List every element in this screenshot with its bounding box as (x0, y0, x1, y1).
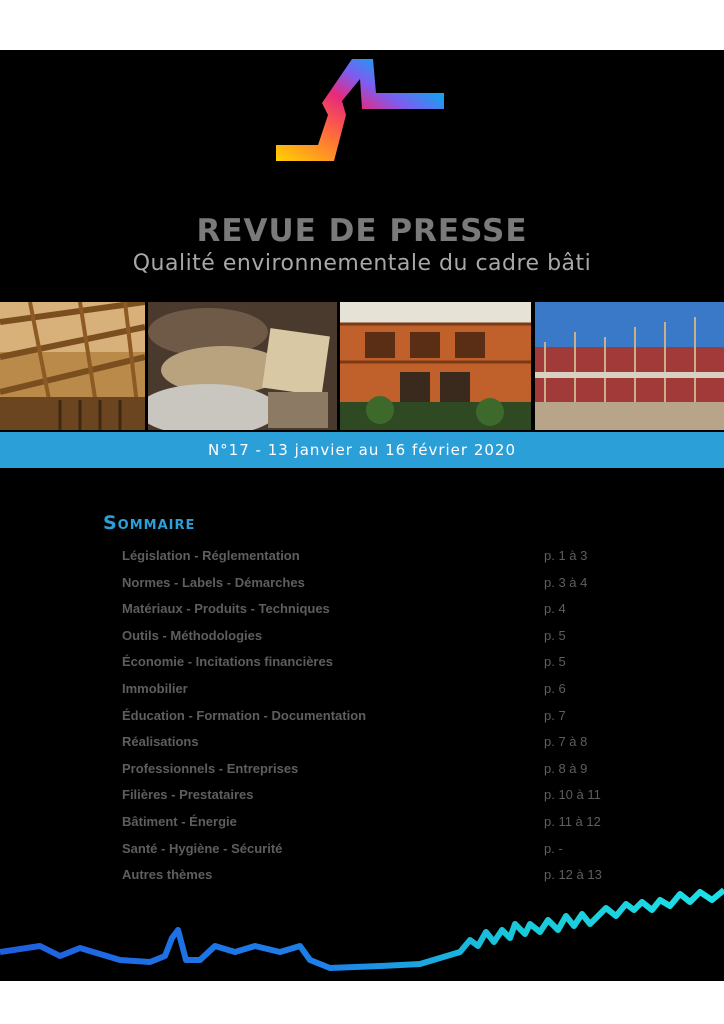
toc-row (122, 548, 622, 575)
toc-label: Législation - Réglementation (122, 548, 300, 563)
toc-label: Santé - Hygiène - Sécurité (122, 840, 283, 856)
toc-label: Immobilier (122, 680, 188, 696)
toc-row (122, 734, 622, 761)
toc-page-ref: p. 7 à 8 (544, 734, 588, 750)
toc-page-ref: p. 5 (544, 627, 566, 643)
toc-page-ref: p. 1 à 3 (544, 548, 588, 563)
summary-heading: Sommaire (103, 512, 196, 534)
issue-label: N°17 - 13 janvier au 16 février 2020 (207, 441, 517, 459)
natural-materials-baskets-photo (148, 302, 337, 430)
toc-label: Professionnels - Entreprises (122, 760, 299, 776)
toc-page-ref: p. 12 à 13 (544, 867, 602, 883)
toc-page-ref: p. 8 à 9 (544, 760, 588, 776)
toc-label: Réalisations (122, 734, 199, 750)
toc-row (122, 787, 622, 814)
page-title: REVUE DE PRESSE (196, 213, 528, 249)
toc-row (122, 761, 622, 788)
toc-page-ref: p. 10 à 11 (544, 787, 601, 803)
timber-frame-roof-photo (0, 302, 145, 430)
toc-page-ref: p. 7 (544, 707, 566, 723)
photo-strip (0, 302, 724, 430)
toc-row (122, 654, 622, 681)
toc-label: Éducation - Formation - Documentation (122, 707, 367, 723)
toc-page-ref: p. 6 (544, 680, 566, 696)
toc-row (122, 575, 622, 602)
toc-page-ref: p. 4 (544, 601, 566, 617)
cover-page (0, 50, 724, 981)
toc-label: Outils - Méthodologies (122, 627, 263, 643)
toc-label: Bâtiment - Énergie (122, 813, 237, 829)
toc-row (122, 708, 622, 735)
toc-page-ref: p. - (544, 840, 563, 856)
toc-label: Matériaux - Produits - Techniques (122, 601, 330, 617)
wooden-atrium-photo (340, 302, 531, 430)
stylized-roof-logo-icon (270, 53, 450, 163)
toc-row (122, 681, 622, 708)
toc-row (122, 628, 622, 655)
toc-row (122, 814, 622, 841)
skyline-line-icon (0, 880, 724, 981)
toc-label: Filières - Prestataires (122, 787, 254, 803)
toc-page-ref: p. 3 à 4 (544, 574, 588, 590)
toc-label: Économie - Incitations financières (122, 654, 333, 670)
table-of-contents (122, 548, 622, 894)
toc-label: Autres thèmes (122, 867, 213, 883)
toc-row (122, 601, 622, 628)
toc-label: Normes - Labels - Démarches (122, 574, 305, 590)
page-subtitle: Qualité environnementale du cadre bâti (132, 251, 592, 276)
toc-row (122, 841, 622, 868)
toc-page-ref: p. 5 (544, 654, 566, 670)
modern-building-exterior-photo (535, 302, 724, 430)
issue-banner (0, 432, 724, 468)
toc-page-ref: p. 11 à 12 (544, 813, 601, 829)
